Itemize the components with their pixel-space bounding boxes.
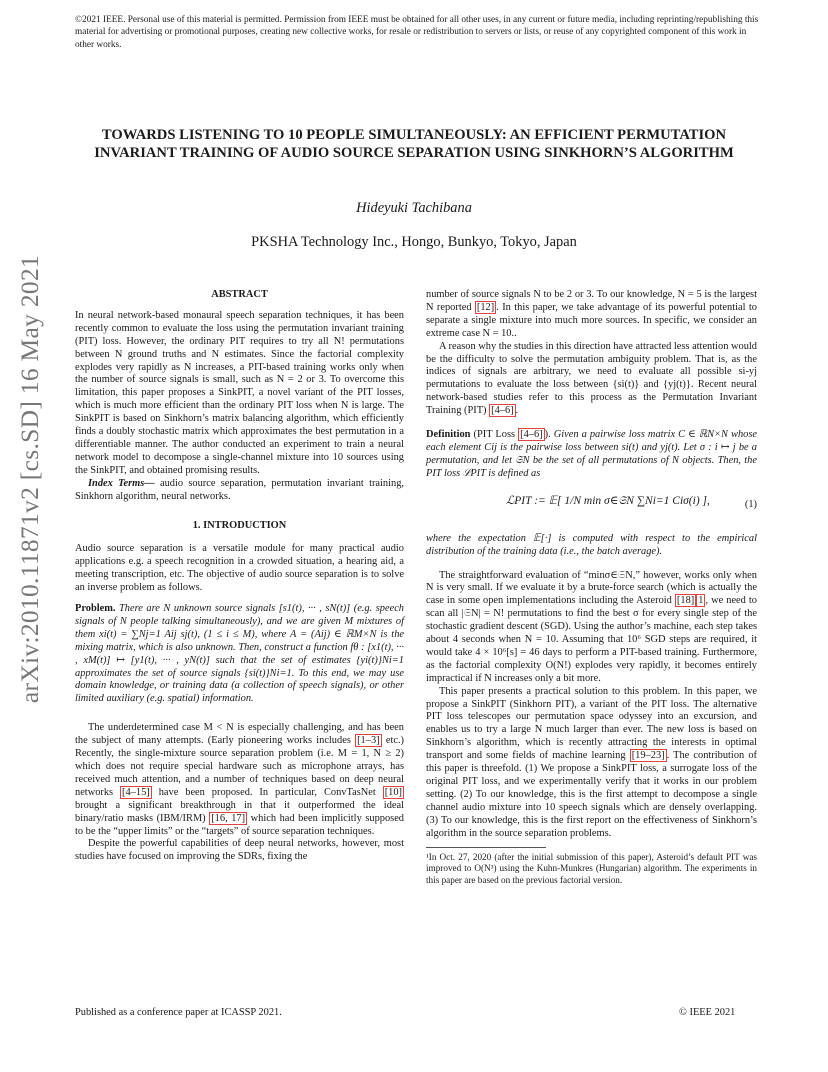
right-paragraph-3: [426, 570, 757, 686]
index-terms-label: Index Terms—: [88, 477, 155, 489]
citation-link[interactable]: [18]: [676, 595, 695, 607]
arxiv-identifier: arXiv:2010.11871v2 [cs.SD] 16 May 2021: [15, 254, 44, 704]
footer-publication-note: Published as a conference paper at ICASSP 2021.: [75, 1007, 282, 1018]
citation-link[interactable]: [12]: [476, 301, 495, 313]
index-terms: [75, 478, 404, 504]
text-run: .: [515, 405, 519, 417]
text-run: number of source signals N to be 2 or 3. To our knowledge, N = 5 is the largest N reported: [426, 289, 757, 313]
text-run: etc.) Recently, the single-mixture source separation problem (i.e. M = 1, N ≥ 2) which does not require special hardware such as microphone arrays, has received much attention, and a number of techniques based on deep neural networks: [75, 735, 404, 798]
text-run: A reason why the studies in this direction have attracted less attention would be the difficulty to solve the permutation ambiguity problem. That is, as the indices of signals are arbitrary, we need to evaluate all possible si-yj permutations to evaluate the loss between {si(t)} and {yj(t)}. Recent neural network-based studies refer to this process as the Permutation Invariant Training (PIT): [426, 340, 757, 417]
citation-link[interactable]: [1–3]: [357, 735, 380, 747]
problem-label: Problem.: [75, 603, 116, 615]
right-paragraph-2: [426, 341, 757, 418]
text-run: . In this paper, we take advantage of its powerful potential to separate a single mixture into much more sources. In specific, we consider an extreme case N = 10..: [426, 301, 757, 339]
intro-paragraph-2: [75, 722, 404, 838]
definition-after: where the expectation 𝔼[·] is computed with respect to the empirical distribution of the training data (i.e., the batch average).: [426, 532, 757, 557]
equation-number: (1): [744, 498, 757, 510]
index-terms-text: audio source separation, permutation invariant training, Sinkhorn algorithm, neural networks.: [75, 477, 404, 502]
left-column: [75, 289, 404, 864]
text-run: The underdetermined case M < N is especially challenging, and has been the subject of many attempts. (Early pioneering works includes: [75, 722, 404, 747]
intro-paragraph-3: Despite the powerful capabilities of deep neural networks, however, most studies have focused on improving the SDRs, fixing the: [75, 838, 404, 863]
problem-body: There are N unknown source signals [s1(t), ··· , sN(t)] (e.g. speech signals of N people talking simultaneously), and we are given M mixtures of them xi(t) = ∑Nj=1 Aij sj(t), (1 ≤ i ≤ M), where A = (Aij) ∈ ℝM×N is the mixing matrix, which is also unknown. Then, construct a function fθ : [x1(t), ··· , xM(t)] ↦ [y1(t), ··· , yN(t)] such that the set of estimates {yi(t)}Ni=1 approximates the set of source signals {si(t)}Ni=1. To this end, we may use domain knowledge, or training data (a collection of speech signals), or other limited auxiliary (e.g. spatial) information.: [75, 603, 404, 705]
text-run: have been proposed. In particular, ConvTasNet: [151, 786, 383, 798]
definition-label: Definition: [426, 429, 471, 441]
citation-link[interactable]: [16, 17]: [211, 812, 246, 824]
arxiv-sidebar: [10, 254, 50, 704]
right-paragraph-4: [426, 686, 757, 841]
text-run: This paper presents a practical solution to this problem. In this paper, we propose a SinkPIT (Sinkhorn PIT), a variant of the PIT loss. The alternative PIT loss telescopes our permutation space odyssey into an excursion, and enables us to try a large N much larger than ever. The new loss is based on Sinkhorn’s algorithm, which is recently attracting the interests in optimal transport and some fields of machine learning: [426, 685, 757, 762]
footnote: ¹In Oct. 27, 2020 (after the initial submission of this paper), Asteroid’s default PIT was improved to O(N³) using the Kuhn-Munkres (Hungarian) algorithm. The experiments in this paper are based on the previous factorial version.: [426, 851, 757, 886]
paper-title: TOWARDS LISTENING TO 10 PEOPLE SIMULTANEOUSLY: AN EFFICIENT PERMUTATION INVARIANT TRAINING OF AUDIO SOURCE SEPARATION USING SINKHORN’S ALGORITHM: [94, 127, 734, 161]
text-run: (PIT Loss: [470, 429, 519, 441]
citation-link[interactable]: [4–6]: [520, 429, 543, 441]
copyright-notice: ©2021 IEEE. Personal use of this material is permitted. Permission from IEEE must be obtained for all other uses, in any current or future media, including reprinting/republishing this material for advertising or promotional purposes, creating new collective works, for resale or redistribution to servers or lists, or reuse of any copyrighted component of this work in other works.: [75, 15, 759, 50]
author-name: Hideyuki Tachibana: [356, 200, 472, 216]
intro-paragraph-1: Audio source separation is a versatile module for many practical audio applications e.g. a speech recognition in a crowded situation, a hearing aid, a meeting transcription, etc. The objective of audio source separation is to solve an inverse problem as follows.: [75, 543, 404, 594]
footnote-link[interactable]: 1: [698, 595, 704, 607]
citation-link[interactable]: [4–6]: [491, 405, 514, 417]
footnote-divider: [426, 847, 546, 848]
citation-link[interactable]: [10]: [384, 786, 402, 798]
definition-block: [426, 429, 757, 481]
text-run: . The contribution of this paper is threefold. (1) We propose a SinkPIT loss, a surrogate loss of the original PIT loss, and we experimentally verify that it works in our problem setting. (2) To our knowledge, this is the first attempt to decompose a single channel audio mixture into 10 speech signals which are densely overlapping. (3) To our knowledge, this is the first report on the effectiveness of Sinkhorn’s algorithm in the source separation problems.: [426, 750, 757, 839]
equation-body: ℒPIT := 𝔼[ 1/N min σ∈𝔖N ∑Ni=1 Ciσ(i) ],: [506, 494, 710, 507]
right-paragraph-1: [426, 289, 757, 341]
text-run: which had been implicitly supposed to be the “upper limits” or the “targets” of source separation techniques.: [75, 812, 404, 837]
text-run: The straightforward evaluation of “minσ∈𝔖N,” however, works only when N is very small. If we evaluate it by a brute-force search (which is actually the case in some open implementations including the Asteroid: [426, 569, 757, 607]
intro-heading: 1. INTRODUCTION: [192, 519, 287, 531]
footer-copyright: © IEEE 2021: [679, 1007, 736, 1018]
equation-1: [426, 487, 757, 529]
text-run: , we need to scan all |𝔖N| = N! permutations to find the best σ for every single step of the stochastic gradient descent (SGD). Using the author’s machine, each step takes about 4 seconds when N = 10. Assuming that 10⁶ SGD steps are required, it would take 4 × 10⁶[s] = 46 days to perform a PIT-based training. Furthermore, as the factorial complexity O(N!) explodes very rapidly, it becomes entirely impractical if N increases only a bit more.: [426, 595, 757, 684]
text-run: brought a significant breakthrough in that it outperformed the ideal binary/ratio masks (IBM/IRM): [75, 799, 404, 824]
problem-statement: [75, 603, 404, 706]
abstract-heading: ABSTRACT: [211, 289, 268, 300]
text-run: ).: [544, 429, 551, 441]
citation-link[interactable]: [4–15]: [122, 786, 150, 798]
abstract-body: In neural network-based monaural speech separation techniques, it has been recently common to evaluate the loss using the permutation invariant training (PIT) loss. However, the ordinary PIT requires to try all N! permutations between N ground truths and N estimates. Since the factorial complexity explodes very rapidly as N increases, a PIT-based training works only when the number of source signals is small, such as N = 2 or 3. To overcome this limitation, this paper proposes a SinkPIT, a novel variant of the PIT losses, which is much more efficient than the ordinary PIT loss when N is large. The SinkPIT is based on Sinkhorn’s matrix balancing algorithm, which efficiently finds a doubly stochastic matrix which approximates the best permutation in a differentiable manner. The author conducted an experiment to train a neural network model to decompose a single-channel mixture into 10 sources using the SinkPIT, and obtained promising results.: [75, 309, 404, 476]
right-column: [426, 289, 757, 887]
definition-body: Given a pairwise loss matrix C ∈ ℝN×N whose each element Cij is the pairwise loss between si(t) and yj(t). Let σ : i ↦ j be a permutation, and let 𝔖N be the set of all permutations of N objects. Then, the PIT loss ℒPIT is defined as: [426, 429, 757, 479]
affiliation: PKSHA Technology Inc., Hongo, Bunkyo, Tokyo, Japan: [251, 234, 577, 250]
citation-link[interactable]: [19–23]: [631, 750, 665, 762]
